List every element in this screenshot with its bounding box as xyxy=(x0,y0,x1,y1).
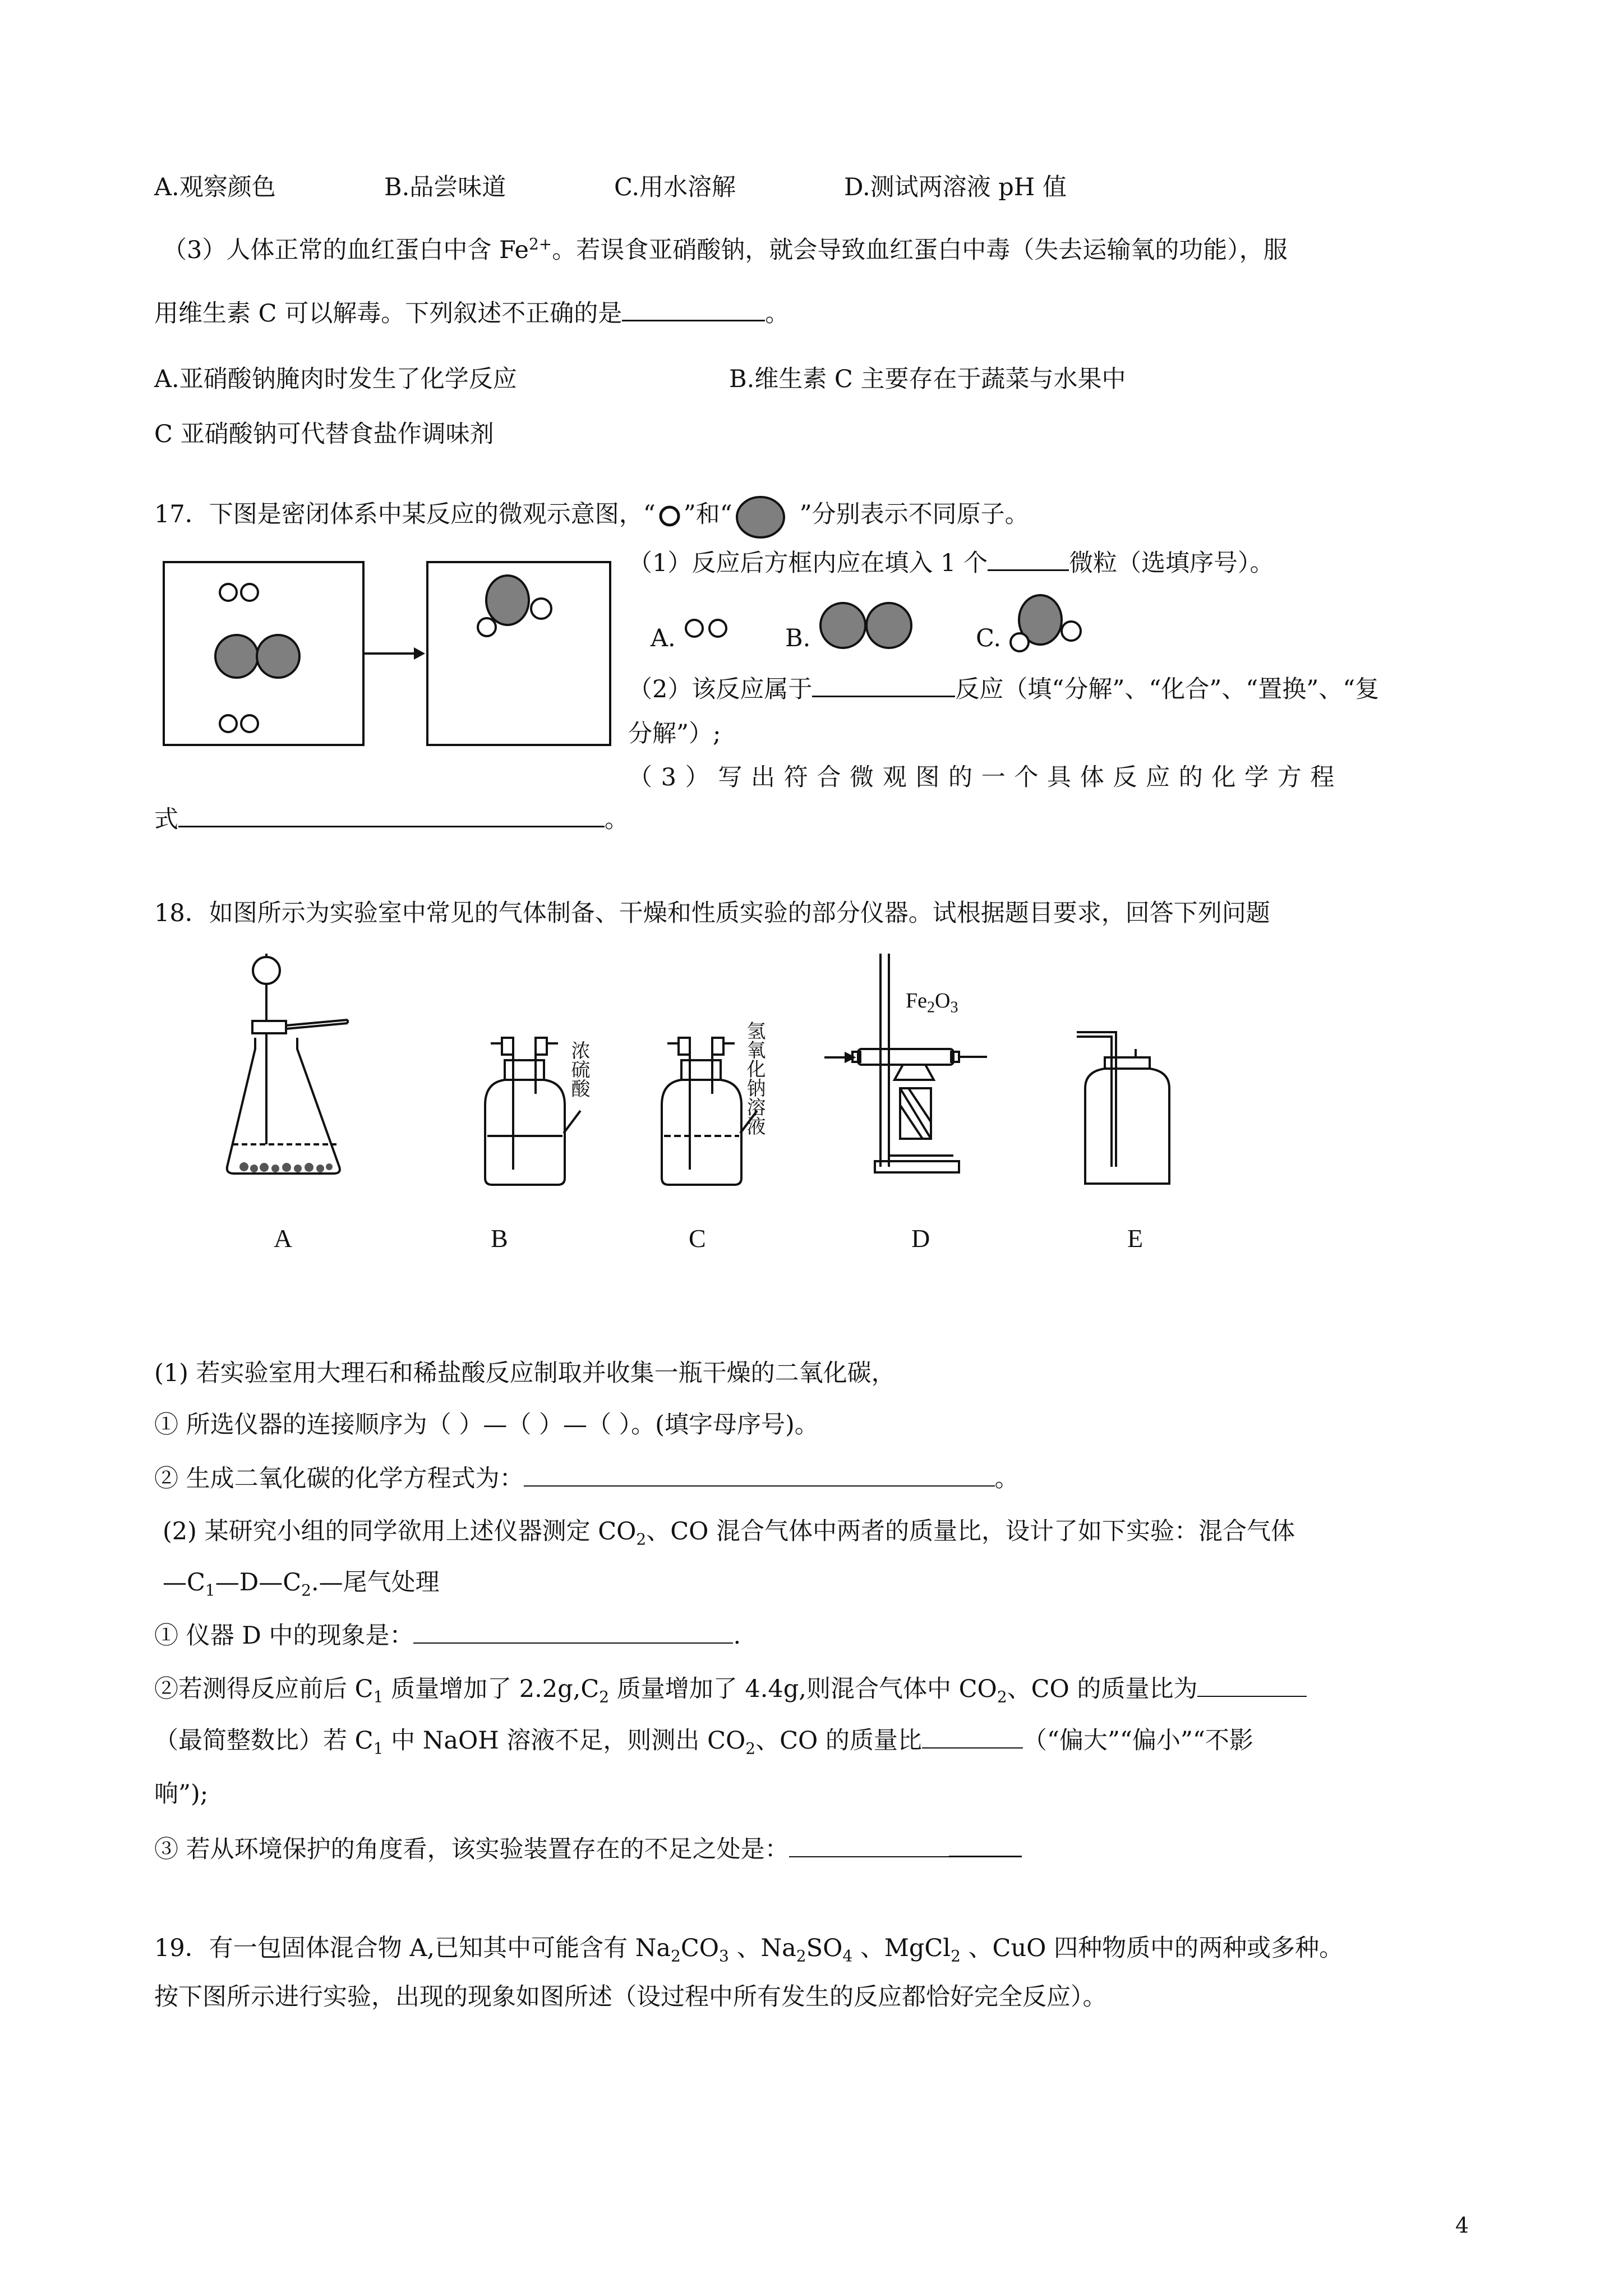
q16-part3-option-c: C 亚硝酸钠可代替食盐作调味剂 xyxy=(154,420,494,448)
q17-part3-line1: （ 3 ） 写 出 符 合 微 观 图 的 一 个 具 体 反 应 的 化 学 方 程 xyxy=(628,763,1335,792)
q17-option-c-molecule xyxy=(998,592,1082,654)
q17-intro: 17．下图是密闭体系中某反应的微观示意图，“ ”和“ ”分别表示不同原子。 xyxy=(154,494,1029,539)
reaction-arrow xyxy=(365,645,426,662)
q16-option-a: A.观察颜色 xyxy=(154,173,276,201)
large-atom-icon xyxy=(732,494,789,539)
q17-part2-line2: 分解”）; xyxy=(628,720,721,748)
q17-option-c: C. xyxy=(976,624,1002,652)
q18-part2-line1: (2) 某研究小组的同学欲用上述仪器测定 $CO_2$、CO 混合气体中两者的质量比，设计了如下实验：混合气体 xyxy=(163,1517,1295,1549)
apparatus-b-reagent: 浓硫酸 xyxy=(568,1041,590,1098)
q16-option-c: C.用水溶解 xyxy=(614,173,736,201)
page-number: 4 xyxy=(1455,2213,1469,2238)
label-c: C xyxy=(689,1224,706,1253)
q16-part3-line2: 用维生素 C 可以解毒。下列叙述不正确的是 。 xyxy=(154,297,789,329)
label-d: D xyxy=(911,1224,930,1253)
label-a: A xyxy=(274,1224,293,1253)
q18-bias-blank[interactable] xyxy=(922,1725,1023,1749)
label-b: B xyxy=(491,1224,508,1253)
q18-part2-2-line2: （最简整数比）若 $C_1$ 中 NaOH 溶液不足，则测出 $CO_2$、CO 的质量比 （“偏大”“偏小”“不影 xyxy=(154,1725,1253,1756)
q18-part1-1: ① 所选仪器的连接顺序为（ ）—（ ）—（ ）。(填字母序号)。 xyxy=(154,1411,819,1439)
q17-part1-blank[interactable] xyxy=(988,547,1069,571)
small-atom-icon xyxy=(656,504,684,528)
q19-line2: 按下图所示进行实验，出现的现象如图所述（设过程中所有发生的反应都恰好完全反应）。 xyxy=(154,1983,1107,2011)
q17-part1: （1）反应后方框内应在填入 1 个 微粒（选填序号）。 xyxy=(628,547,1274,579)
q18-env-blank[interactable] xyxy=(789,1834,949,1857)
q18-part2-3: ③ 若从环境保护的角度看，该实验装置存在的不足之处是： xyxy=(154,1833,1022,1865)
q17-part2-line1: （2）该反应属于 反应（填“分解”、“化合”、“置换”、“复 xyxy=(628,673,1379,705)
q18-part2-2-line1: ②若测得反应前后 $C_1$ 质量增加了 $2.2g,C_2$ 质量增加了 4.4g,则混合气体中 $CO_2$、CO 的质量比为 xyxy=(154,1673,1307,1705)
q16-option-b: B.品尝味道 xyxy=(384,173,506,201)
q18-equation-blank[interactable] xyxy=(524,1463,995,1487)
q17-option-b: B. xyxy=(785,624,811,652)
q18-intro: 18．如图所示为实验室中常见的气体制备、干燥和性质实验的部分仪器。试根据题目要求，回答下列问题 xyxy=(154,899,1270,927)
q17-option-a: A. xyxy=(651,624,676,652)
apparatus-e xyxy=(1077,1027,1178,1189)
q18-part2-2-line3: 响”); xyxy=(154,1780,209,1808)
q18-ratio-blank[interactable] xyxy=(1197,1673,1307,1697)
q17-part3-line2: 式 。 xyxy=(154,803,629,835)
q18-part2-line2: $—C_1—D—C_2.—$尾气处理 xyxy=(163,1568,440,1600)
q16-option-d: D.测试两溶液 pH 值 xyxy=(844,173,1067,201)
q17-option-b-molecule xyxy=(816,600,923,651)
q19-line1: 19．有一包固体混合物 A,已知其中可能含有 $Na_2CO_3$ 、$Na_2SO_4$ 、MgCl$_2$ 、CuO 四种物质中的两种或多种。 xyxy=(154,1934,1344,1966)
apparatus-d-reagent: $Fe_2O_3$ xyxy=(906,989,958,1016)
apparatus-c-reagent: 氢氧化钠溶液 xyxy=(743,1021,766,1135)
q17-part3-blank[interactable] xyxy=(178,803,605,827)
q18-part2-1: ① 仪器 D 中的现象是： . xyxy=(154,1620,741,1651)
q16-part3-option-a: A.亚硝酸钠腌肉时发生了化学反应 xyxy=(154,365,517,393)
q17-reactant-diagram xyxy=(163,561,365,746)
label-e: E xyxy=(1127,1224,1144,1253)
apparatus-a xyxy=(222,954,362,1200)
q16-answer-blank[interactable] xyxy=(622,297,765,321)
q17-part2-blank[interactable] xyxy=(812,673,955,697)
q18-part1: (1) 若实验室用大理石和稀盐酸反应制取并收集一瓶干燥的二氧化碳， xyxy=(154,1359,896,1387)
q16-part3-line1: （3）人体正常的血红蛋白中含 $Fe^{2+}$。若误食亚硝酸钠，就会导致血红蛋白中毒（失去运输氧的功能），服 xyxy=(163,234,1288,264)
q16-part3-option-b: B.维生素 C 主要存在于蔬菜与水果中 xyxy=(729,365,1126,393)
q18-part1-2: ② 生成二氧化碳的化学方程式为： 。 xyxy=(154,1463,1019,1494)
q17-option-a-molecule xyxy=(683,617,734,639)
q17-product-diagram xyxy=(426,561,611,746)
q18-phenomenon-blank[interactable] xyxy=(413,1620,733,1644)
